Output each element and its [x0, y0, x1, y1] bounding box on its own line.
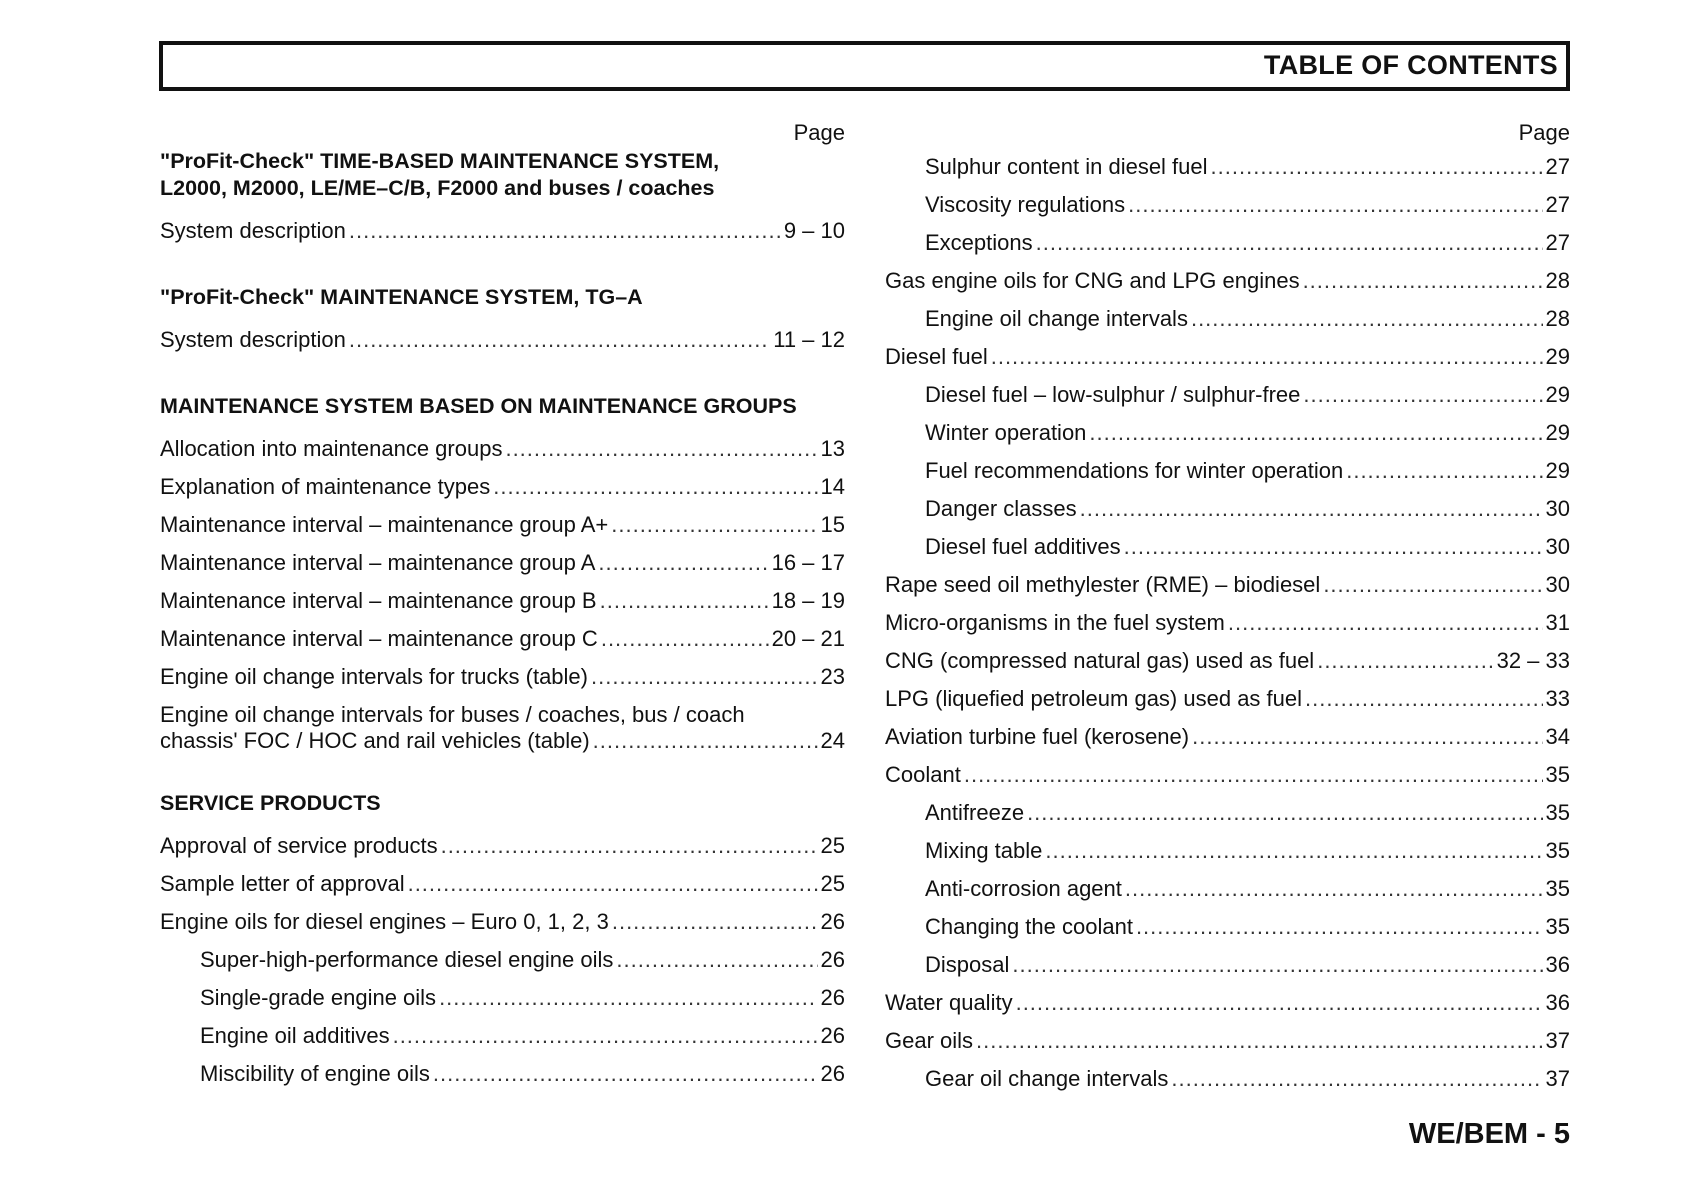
toc-subentry[interactable]	[885, 870, 1570, 908]
page-column-label: Page	[793, 120, 845, 145]
header-frame	[159, 41, 1570, 91]
toc-entry-page: 27	[1545, 192, 1570, 217]
section-tga	[160, 284, 845, 359]
toc-entry-label: Coolant	[885, 762, 961, 787]
toc-entry-label: Single-grade engine oils	[200, 985, 437, 1010]
toc-subentry[interactable]	[160, 1055, 845, 1093]
dot-leader	[1027, 794, 1542, 832]
page-title: TABLE OF CONTENTS	[1263, 50, 1558, 80]
toc-entry[interactable]	[885, 984, 1570, 1022]
toc-entry-page: 11 – 12	[773, 327, 845, 352]
toc-entry-label: System description	[160, 327, 346, 352]
toc-entry-label: Diesel fuel – low-sulphur / sulphur-free	[925, 382, 1301, 407]
toc-entry-label: Maintenance interval – maintenance group B	[160, 588, 597, 613]
toc-subentry[interactable]	[885, 1060, 1570, 1098]
dot-leader	[349, 212, 781, 250]
dot-leader	[1303, 262, 1543, 300]
toc-entry-page: 35	[1545, 838, 1570, 863]
toc-entry-label: Disposal	[925, 952, 1010, 977]
dot-leader	[1136, 908, 1543, 946]
dot-leader	[1303, 376, 1542, 414]
toc-entry-page: 25	[820, 871, 845, 896]
toc-entry-page: 18 – 19	[771, 588, 845, 613]
dot-leader	[1045, 832, 1542, 870]
toc-entry-label: Diesel fuel additives	[925, 534, 1121, 559]
toc-entry-label: Sulphur content in diesel fuel	[925, 154, 1208, 179]
toc-entry-page: 32 – 33	[1496, 648, 1570, 673]
dot-leader	[393, 1017, 818, 1055]
toc-entry-label: Engine oil additives	[200, 1023, 390, 1048]
toc-entry-label: Maintenance interval – maintenance group A+	[160, 512, 609, 537]
toc-subentry[interactable]	[885, 452, 1570, 490]
toc-subentry[interactable]	[885, 908, 1570, 946]
toc-entry-page: 26	[820, 1023, 845, 1048]
toc-entry-page: 37	[1545, 1066, 1570, 1091]
toc-entry-label: Diesel fuel	[885, 344, 988, 369]
dot-leader	[1191, 300, 1543, 338]
toc-entry-label: Changing the coolant	[925, 914, 1133, 939]
section-heading-line2: L2000, M2000, LE/ME–C/B, F2000 and buses / coaches	[160, 176, 715, 200]
toc-entry[interactable]	[160, 903, 845, 941]
toc-entry[interactable]	[160, 620, 845, 658]
toc-entry-page: 26	[820, 909, 845, 934]
toc-entry-label: LPG (liquefied petroleum gas) used as fuel	[885, 686, 1303, 711]
dot-leader	[591, 658, 818, 696]
dot-leader	[1323, 566, 1542, 604]
toc-entry-label: Mixing table	[925, 838, 1043, 863]
toc-entry-page: 23	[820, 664, 845, 689]
toc-entry-page: 31	[1545, 610, 1570, 635]
dot-leader	[976, 1022, 1542, 1060]
toc-subentry[interactable]	[885, 528, 1570, 566]
toc-entry-page: 34	[1545, 724, 1570, 749]
toc-entry-page: 15	[820, 512, 845, 537]
dot-leader	[433, 1055, 818, 1093]
dot-leader	[1080, 490, 1543, 528]
toc-entry-page: 26	[820, 985, 845, 1010]
toc-entry-label: Aviation turbine fuel (kerosene)	[885, 724, 1190, 749]
toc-entry-page: 36	[1545, 952, 1570, 977]
toc-entry-label: Water quality	[885, 990, 1013, 1015]
section-maintenance-groups	[160, 393, 845, 756]
toc-entry-page: 25	[820, 833, 845, 858]
toc-entry-page: 26	[820, 1061, 845, 1086]
section-heading: "ProFit-Check" TIME-BASED MAINTENANCE SYSTEM,	[160, 149, 720, 173]
dot-leader	[1128, 186, 1542, 224]
toc-entry-label: Engine oils for diesel engines – Euro 0, 1, 2, 3	[160, 909, 609, 934]
toc-entry-page: 30	[1545, 496, 1570, 521]
toc-entry-label: Viscosity regulations	[925, 192, 1126, 217]
toc-subentry[interactable]	[885, 832, 1570, 870]
toc-entry[interactable]	[885, 680, 1570, 718]
toc-entry-label: Exceptions	[925, 230, 1033, 255]
toc-entry[interactable]	[160, 582, 845, 620]
toc-entry-label: Rape seed oil methylester (RME) – biodiesel	[885, 572, 1321, 597]
toc-subentry[interactable]	[885, 946, 1570, 984]
toc-subentry[interactable]	[160, 941, 845, 979]
toc-right-column	[885, 118, 1570, 1098]
toc-entry-page: 14	[820, 474, 845, 499]
dot-leader	[441, 827, 818, 865]
toc-entry-page: 16 – 17	[771, 550, 845, 575]
toc-entry[interactable]	[160, 865, 845, 903]
toc-entry[interactable]	[160, 212, 845, 250]
dot-leader	[1124, 528, 1543, 566]
toc-entry-label: Gear oils	[885, 1028, 974, 1053]
toc-left-column	[160, 118, 845, 1093]
toc-entry-page: 35	[1545, 762, 1570, 787]
toc-subentry[interactable]	[885, 414, 1570, 452]
toc-entry-label: Maintenance interval – maintenance group A	[160, 550, 596, 575]
toc-entry-label: Gear oil change intervals	[925, 1066, 1169, 1091]
toc-entry-label: Allocation into maintenance groups	[160, 436, 503, 461]
toc-entry-page: 29	[1545, 344, 1570, 369]
toc-entry[interactable]	[160, 827, 845, 865]
dot-leader	[611, 506, 817, 544]
toc-entry[interactable]	[885, 262, 1570, 300]
toc-entry[interactable]	[885, 604, 1570, 642]
toc-entry-label: Engine oil change intervals for trucks (table)	[160, 664, 588, 689]
toc-entry-page: 30	[1545, 572, 1570, 597]
toc-entry-page: 35	[1545, 876, 1570, 901]
toc-entry-page: 29	[1545, 420, 1570, 445]
dot-leader	[598, 544, 768, 582]
section-heading: SERVICE PRODUCTS	[160, 791, 381, 815]
toc-entry[interactable]	[160, 321, 845, 359]
dot-leader	[1211, 148, 1543, 186]
dot-leader	[1089, 414, 1542, 452]
toc-entry[interactable]	[160, 544, 845, 582]
toc-subentry[interactable]	[885, 148, 1570, 186]
toc-subentry[interactable]	[160, 1017, 845, 1055]
toc-subentry[interactable]	[885, 794, 1570, 832]
toc-entry-label: Gas engine oils for CNG and LPG engines	[885, 268, 1300, 293]
dot-leader	[505, 430, 817, 468]
toc-entry[interactable]	[885, 566, 1570, 604]
dot-leader	[493, 468, 817, 506]
dot-leader	[408, 865, 818, 903]
dot-leader	[1228, 604, 1543, 642]
dot-leader	[964, 756, 1543, 794]
toc-entry-label: System description	[160, 218, 346, 243]
toc-subentry[interactable]	[885, 300, 1570, 338]
toc-subentry[interactable]	[885, 376, 1570, 414]
toc-entry-multiline[interactable]	[160, 702, 845, 756]
toc-entry-page: 29	[1545, 382, 1570, 407]
toc-entry-label: Fuel recommendations for winter operation	[925, 458, 1344, 483]
toc-entry[interactable]	[160, 506, 845, 544]
dot-leader	[439, 979, 817, 1017]
toc-entry-label: CNG (compressed natural gas) used as fuel	[885, 648, 1315, 673]
toc-entry-page: 35	[1545, 800, 1570, 825]
toc-subentry[interactable]	[160, 979, 845, 1017]
toc-entry-page: 27	[1545, 230, 1570, 255]
dot-leader	[612, 903, 818, 941]
toc-entry-label: Miscibility of engine oils	[200, 1061, 430, 1086]
dot-leader	[1125, 870, 1543, 908]
dot-leader	[349, 321, 770, 359]
toc-entry[interactable]	[885, 756, 1570, 794]
toc-entry-label-line2: chassis' FOC / HOC and rail vehicles (table)	[160, 728, 590, 753]
dot-leader	[600, 582, 769, 620]
toc-entry-page: 28	[1545, 306, 1570, 331]
toc-entry[interactable]	[160, 468, 845, 506]
toc-entry-page: 26	[820, 947, 845, 972]
toc-entry-page: 29	[1545, 458, 1570, 483]
toc-entry-page: 37	[1545, 1028, 1570, 1053]
dot-leader	[1192, 718, 1542, 756]
toc-entry-label-line1: Engine oil change intervals for buses / coaches, bus / coach	[160, 702, 745, 727]
toc-entry[interactable]	[885, 338, 1570, 376]
toc-entry-label: Engine oil change intervals	[925, 306, 1188, 331]
toc-entry-page: 20 – 21	[771, 626, 845, 651]
toc-entry-label: Antifreeze	[925, 800, 1025, 825]
toc-entry-label: Super-high-performance diesel engine oils	[200, 947, 614, 972]
toc-entry-line2	[160, 728, 845, 756]
dot-leader	[593, 728, 818, 754]
toc-entry-page: 36	[1545, 990, 1570, 1015]
toc-entry-page: 30	[1545, 534, 1570, 559]
toc-entry[interactable]	[885, 642, 1570, 680]
dot-leader	[1036, 224, 1543, 262]
toc-entry[interactable]	[885, 1022, 1570, 1060]
dot-leader	[991, 338, 1543, 376]
dot-leader	[1171, 1060, 1542, 1098]
toc-entry-page: 24	[820, 728, 845, 753]
section-heading: MAINTENANCE SYSTEM BASED ON MAINTENANCE GROUPS	[160, 394, 797, 418]
toc-entry-page: 28	[1545, 268, 1570, 293]
toc-subentry[interactable]	[885, 186, 1570, 224]
toc-entry-label: Danger classes	[925, 496, 1077, 521]
toc-subentry[interactable]	[885, 490, 1570, 528]
toc-entry-page: 35	[1545, 914, 1570, 939]
toc-entry[interactable]	[160, 658, 845, 696]
toc-entry-label: Explanation of maintenance types	[160, 474, 491, 499]
section-time-based	[160, 148, 845, 250]
toc-entry-label: Approval of service products	[160, 833, 438, 858]
toc-entry[interactable]	[885, 718, 1570, 756]
toc-entry-page: 9 – 10	[783, 218, 845, 243]
dot-leader	[1305, 680, 1543, 718]
toc-entry-label: Anti-corrosion agent	[925, 876, 1122, 901]
toc-entry-label: Winter operation	[925, 420, 1087, 445]
dot-leader	[601, 620, 769, 658]
page-column-label: Page	[1518, 120, 1570, 145]
section-heading: "ProFit-Check" MAINTENANCE SYSTEM, TG–A	[160, 285, 643, 309]
toc-entry-page: 27	[1545, 154, 1570, 179]
toc-subentry[interactable]	[885, 224, 1570, 262]
toc-entry-page: 33	[1545, 686, 1570, 711]
dot-leader	[1317, 642, 1493, 680]
dot-leader	[1012, 946, 1542, 984]
toc-entry-label: Maintenance interval – maintenance group C	[160, 626, 598, 651]
dot-leader	[1016, 984, 1543, 1022]
page-footer-id: WE/BEM - 5	[1408, 1118, 1570, 1150]
section-service-products	[160, 790, 845, 1093]
toc-entry[interactable]	[160, 430, 845, 468]
toc-entry-page: 13	[820, 436, 845, 461]
dot-leader	[1346, 452, 1542, 490]
dot-leader	[616, 941, 817, 979]
toc-entry-label: Sample letter of approval	[160, 871, 405, 896]
toc-entry-label: Micro-organisms in the fuel system	[885, 610, 1225, 635]
